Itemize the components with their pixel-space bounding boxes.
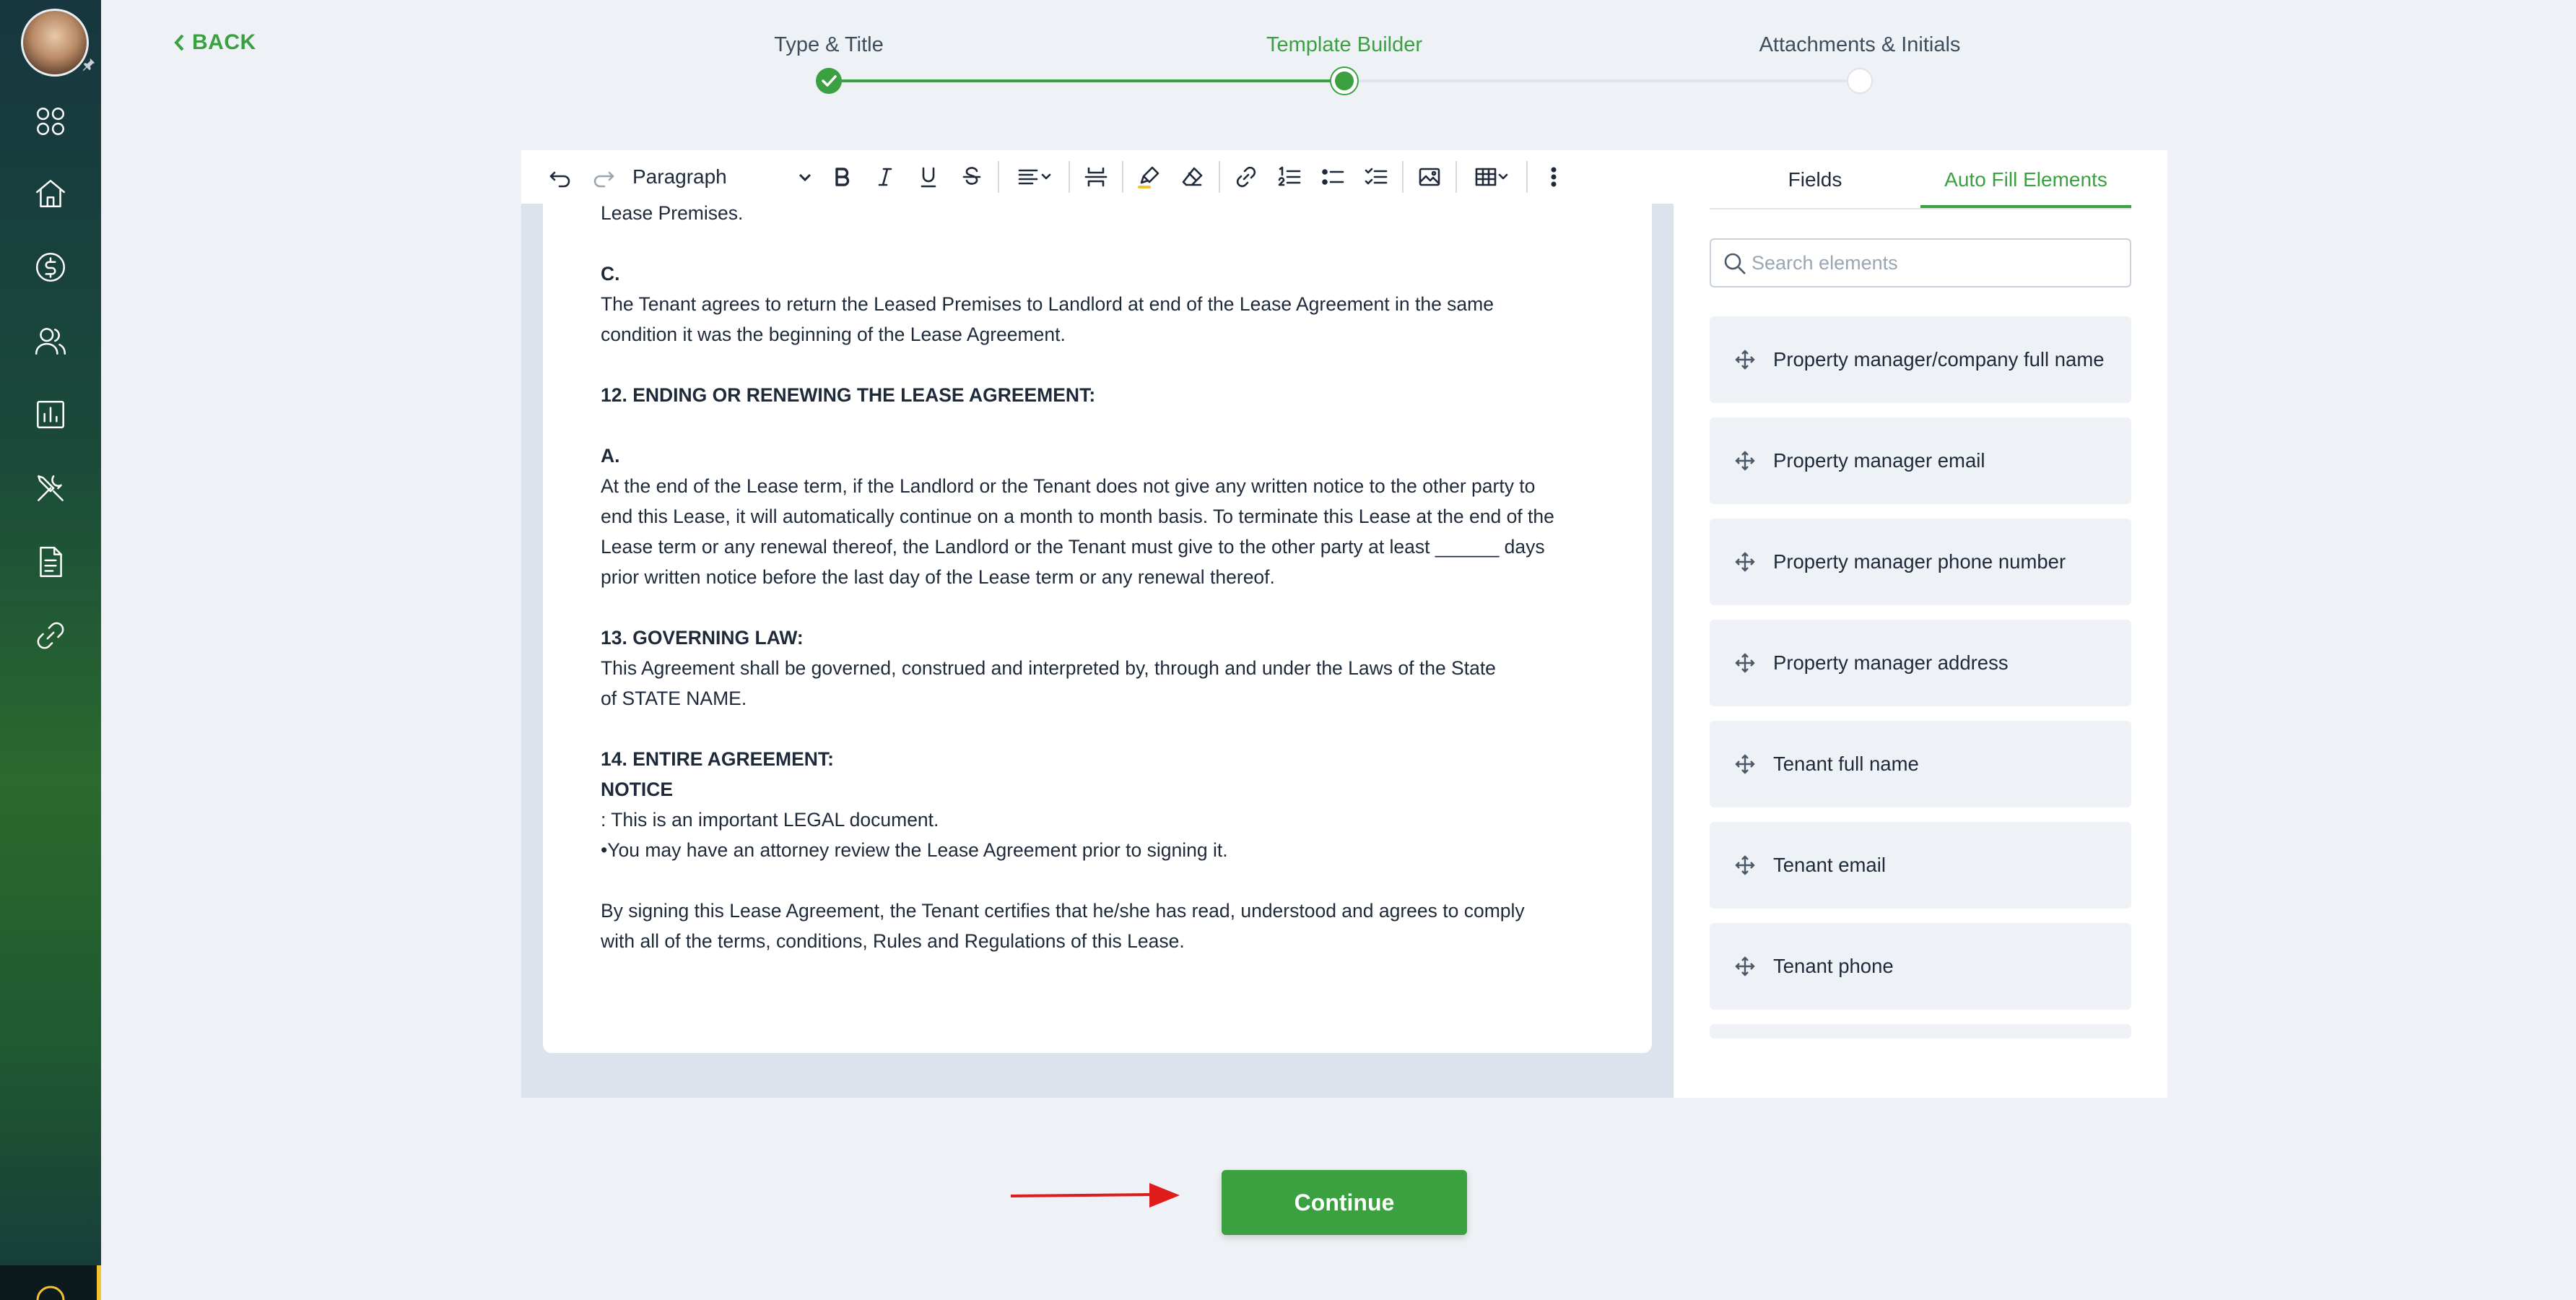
document-paragraph[interactable]: end this Lease, it will automatically continue on a month to month basis. To terminate this Lease at the end of the (601, 506, 1554, 527)
document-paragraph[interactable]: Lease term or any renewal thereof, the Landlord or the Tenant must give to the other party at least ______ days (601, 536, 1545, 558)
blank-line[interactable] (601, 714, 1611, 744)
drag-handle-icon (1734, 349, 1756, 370)
image-button[interactable] (1408, 155, 1451, 199)
support-tab[interactable] (0, 1265, 101, 1300)
auto-fill-element-label: Property manager phone number (1773, 550, 2066, 573)
elements-panel (1674, 150, 2167, 1098)
auto-fill-element[interactable] (1710, 721, 2131, 807)
drag-handle-icon (1734, 652, 1756, 674)
sidebar (0, 0, 101, 1300)
document-paragraph[interactable]: of STATE NAME. (601, 688, 747, 709)
step-progress-line (829, 79, 1344, 82)
auto-fill-element-label: Property manager address (1773, 651, 2009, 674)
document-heading[interactable]: 14. ENTIRE AGREEMENT: (601, 748, 834, 770)
tab-fields[interactable]: Fields (1788, 168, 1842, 191)
align-left-icon (1016, 164, 1052, 190)
drag-handle-icon (1734, 450, 1756, 472)
undo-icon (547, 164, 573, 190)
document-heading[interactable]: A. (601, 445, 620, 467)
editor-toolbar (521, 150, 1674, 204)
bullet-list-icon (1320, 164, 1346, 190)
people-icon[interactable] (29, 319, 72, 363)
document-heading[interactable]: C. (601, 263, 620, 285)
numbered-list-icon (1276, 164, 1302, 190)
document-paragraph[interactable]: Lease Premises. (601, 204, 744, 224)
italic-button[interactable] (863, 155, 907, 199)
document-page[interactable] (543, 204, 1652, 1053)
active-accent (97, 1265, 101, 1300)
elements-list (1710, 316, 2131, 1039)
auto-fill-element-partial[interactable] (1710, 1024, 2131, 1039)
arrow-annotation (1008, 1179, 1181, 1212)
toolbar-separator (998, 161, 999, 193)
chevron-left-icon (173, 33, 185, 52)
search-icon (1723, 251, 1747, 276)
blank-line[interactable] (601, 592, 1611, 623)
table-button[interactable] (1461, 155, 1522, 199)
step-remaining-line (1344, 79, 1860, 82)
document-paragraph[interactable]: At the end of the Lease term, if the Landlord or the Tenant does not give any written notice to the other party to (601, 475, 1536, 497)
highlighter-icon (1136, 164, 1162, 190)
drag-handle-icon (1734, 956, 1756, 977)
page-break-button[interactable] (1074, 155, 1118, 199)
document-heading[interactable]: 13. GOVERNING LAW: (601, 627, 804, 649)
avatar[interactable] (21, 9, 89, 77)
toolbar-separator (1069, 161, 1070, 193)
document-heading[interactable]: NOTICE (601, 779, 674, 800)
table-icon (1474, 164, 1510, 190)
pin-icon (81, 56, 97, 72)
checklist-button[interactable] (1354, 155, 1398, 199)
auto-fill-element-label: Tenant email (1773, 854, 1886, 876)
document-paragraph[interactable]: By signing this Lease Agreement, the Tenant certifies that he/she has read, understood and agrees to comply (601, 900, 1525, 922)
auto-fill-element[interactable] (1710, 316, 2131, 403)
page-break-icon (1083, 164, 1109, 190)
image-icon (1417, 164, 1443, 190)
auto-fill-element[interactable] (1710, 620, 2131, 706)
drag-handle-icon (1734, 551, 1756, 573)
toolbar-separator (1455, 161, 1457, 193)
blank-line[interactable] (601, 228, 1611, 259)
document-heading[interactable]: 12. ENDING OR RENEWING THE LEASE AGREEMENT: (601, 384, 1096, 406)
toolbar-separator (1219, 161, 1220, 193)
auto-fill-element-label: Tenant phone (1773, 955, 1894, 977)
bold-button[interactable] (820, 155, 863, 199)
redo-icon (591, 164, 617, 190)
highlight-button[interactable] (1128, 155, 1171, 199)
document-paragraph[interactable]: with all of the terms, conditions, Rules and Regulations of this Lease. (601, 930, 1185, 952)
strikethrough-button[interactable] (950, 155, 993, 199)
paragraph-style-select[interactable] (625, 165, 820, 188)
blank-line[interactable] (601, 350, 1611, 380)
bold-icon (829, 164, 855, 190)
tools-icon[interactable] (29, 467, 72, 510)
document-paragraph[interactable]: condition it was the beginning of the Lease Agreement. (601, 324, 1066, 345)
numbered-list-button[interactable] (1268, 155, 1311, 199)
checklist-icon (1363, 164, 1389, 190)
apps-icon[interactable] (29, 100, 72, 143)
redo-button[interactable] (582, 155, 625, 199)
search-box (1710, 238, 2131, 287)
panel-tabs (1710, 150, 2131, 209)
chevron-down-icon (797, 169, 813, 185)
auto-fill-element[interactable] (1710, 519, 2131, 605)
blank-line[interactable] (601, 410, 1611, 441)
auto-fill-element-label: Property manager email (1773, 449, 1985, 472)
tab-auto-fill-elements[interactable]: Auto Fill Elements (1920, 150, 2131, 208)
underline-button[interactable] (907, 155, 950, 199)
document-icon[interactable] (29, 540, 72, 584)
strikethrough-icon (959, 164, 985, 190)
link-icon (1233, 164, 1259, 190)
undo-button[interactable] (539, 155, 582, 199)
auto-fill-element[interactable] (1710, 822, 2131, 909)
toolbar-separator (1122, 161, 1123, 193)
headset-icon (33, 1283, 68, 1300)
money-icon[interactable] (29, 246, 72, 289)
underline-icon (915, 164, 941, 190)
link-icon[interactable] (29, 614, 72, 657)
drag-handle-icon (1734, 753, 1756, 775)
step-template-builder[interactable]: Template Builder (1266, 33, 1422, 56)
toolbar-separator (1402, 161, 1404, 193)
step-pending-dot (1847, 68, 1873, 94)
eraser-button[interactable] (1171, 155, 1214, 199)
document-paragraph[interactable]: prior written notice before the last day of the Lease term or any renewal thereof. (601, 566, 1275, 588)
reports-icon[interactable] (29, 393, 72, 436)
toolbar-separator (1526, 161, 1528, 193)
auto-fill-element[interactable] (1710, 417, 2131, 504)
paragraph-style-value: Paragraph (632, 165, 727, 188)
bullet-list-button[interactable] (1311, 155, 1354, 199)
auto-fill-element-label: Property manager/company full name (1773, 348, 2105, 370)
more-options-button[interactable] (1532, 155, 1575, 199)
step-type-title[interactable]: Type & Title (774, 33, 884, 56)
auto-fill-element-label: Tenant full name (1773, 753, 1919, 775)
eraser-icon (1180, 164, 1206, 190)
drag-handle-icon (1734, 854, 1756, 876)
blank-line[interactable] (601, 865, 1611, 896)
more-vertical-icon (1541, 164, 1567, 190)
home-icon[interactable] (29, 172, 72, 215)
step-completed-dot (816, 68, 842, 94)
auto-fill-element[interactable] (1710, 923, 2131, 1010)
step-active-dot (1331, 68, 1357, 94)
check-icon (816, 68, 842, 94)
step-attachments-initials[interactable]: Attachments & Initials (1759, 33, 1961, 56)
document-paragraph[interactable]: The Tenant agrees to return the Leased Premises to Landlord at end of the Lease Agreement in the same (601, 293, 1494, 315)
link-button[interactable] (1224, 155, 1268, 199)
italic-icon (872, 164, 898, 190)
back-label: BACK (192, 30, 256, 54)
document-body[interactable] (601, 204, 1611, 956)
align-button[interactable] (1004, 155, 1064, 199)
back-button[interactable] (173, 30, 256, 55)
document-paragraph[interactable]: This Agreement shall be governed, construed and interpreted by, through and under the Laws of the State (601, 657, 1496, 679)
document-paragraph[interactable]: : This is an important LEGAL document. (601, 809, 939, 831)
document-paragraph[interactable]: •You may have an attorney review the Lease Agreement prior to signing it. (601, 839, 1228, 861)
continue-button[interactable]: Continue (1222, 1170, 1467, 1235)
search-input[interactable] (1752, 252, 2112, 274)
